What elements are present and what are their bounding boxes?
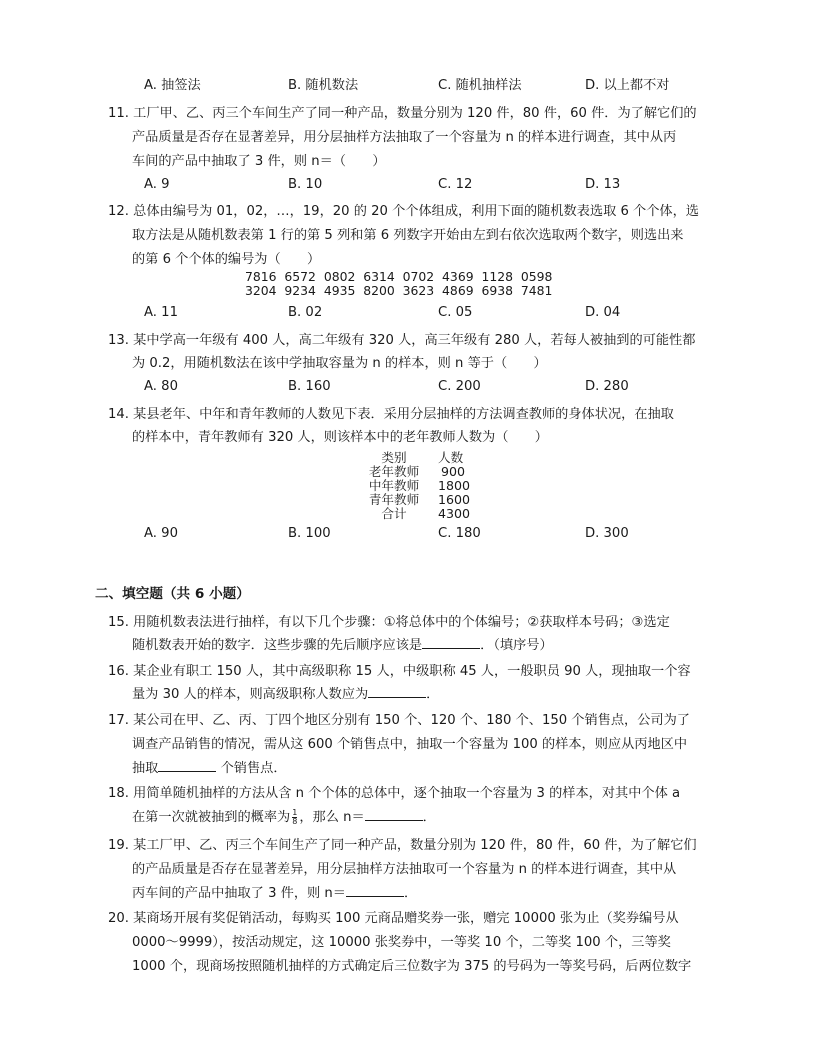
q12-line-3: 的第 6 个个体的编号为（ ） — [132, 252, 321, 267]
q11-line-2: 产品质量是否存在显著差异，用分层抽样方法抽取了一个容量为 n 的样本进行调查，其中从丙 — [132, 130, 677, 145]
q19-line-3: 丙车间的产品中抽取了 3 件，则 n＝ ． — [132, 882, 417, 906]
table-cell-count: 4300 — [438, 506, 471, 521]
q14-line-2: 的样本中，青年教师有 320 人，则该样本中的老年教师人数为（ ） — [132, 430, 548, 445]
q15-line-2: 随机数表开始的数字．这些步骤的先后顺序应该是 ．（填序号） — [132, 634, 553, 658]
q10-option-b: B. 随机数法 — [288, 78, 359, 93]
q17-line-1: 17. 某公司在甲、乙、丙、丁四个地区分别有 150 个、120 个、180 个、150 个销售点，公司为了 — [108, 713, 690, 728]
q11-option-d: D. 13 — [585, 177, 621, 192]
q19-line-2: 的产品质量是否存在显著差异，用分层抽样方法抽取可一个容量为 n 的样本进行调查，其中从 — [132, 862, 677, 877]
q14-options — [0, 523, 816, 545]
table-cell-category: 中年教师 — [368, 478, 420, 493]
table-cell-category: 老年教师 — [368, 464, 420, 479]
answer-blank[interactable] — [422, 634, 480, 649]
table-header-count: 人数 — [438, 450, 464, 465]
q11-options — [0, 174, 816, 196]
q10-option-a: A. 抽签法 — [144, 78, 201, 93]
q12-options — [0, 302, 816, 324]
q13-option-d: D. 280 — [585, 379, 629, 394]
answer-blank[interactable] — [158, 757, 216, 772]
table-header-category: 类别 — [381, 450, 407, 465]
random-number-table-row-2: 3204 9234 4935 8200 3623 4869 6938 7481 — [245, 283, 553, 298]
q14-line-1: 14. 某县老年、中年和青年教师的人数见下表．采用分层抽样的方法调查教师的身体状况，在抽取 — [108, 407, 674, 422]
answer-blank[interactable] — [368, 683, 426, 698]
q12-line-2: 取方法是从随机数表第 1 行的第 5 列和第 6 列数字开始由左到右依次选取两个数字，则选出来 — [132, 228, 684, 243]
table-cell-count: 900 — [441, 464, 466, 479]
q18-line-1: 18. 用简单随机抽样的方法从含 n 个个体的总体中，逐个抽取一个容量为 3 的样本，对其中个体 a — [108, 786, 681, 801]
q14-option-c: C. 180 — [438, 526, 481, 541]
q11-option-a: A. 9 — [144, 177, 170, 192]
table-cell-category: 合计 — [381, 506, 407, 521]
q16-line-2: 量为 30 人的样本，则高级职称人数应为 ． — [132, 683, 439, 707]
q16-line-1: 16. 某企业有职工 150 人，其中高级职称 15 人，中级职称 45 人，一般职员 90 人，现抽取一个容 — [108, 664, 691, 679]
q15-line-1: 15. 用随机数表法进行抽样，有以下几个步骤：①将总体中的个体编号；②获取样本号码；③选定 — [108, 615, 670, 630]
table-cell-category: 青年教师 — [368, 492, 420, 507]
q11-option-b: B. 10 — [288, 177, 323, 192]
q18-line-2: 在第一次就被抽到的概率为 $\frac{1}{8}$ ，那么 n＝ ． — [132, 807, 436, 826]
q13-option-a: A. 80 — [144, 379, 178, 394]
q13-option-b: B. 160 — [288, 379, 331, 394]
q13-option-c: C. 200 — [438, 379, 481, 394]
q12-option-c: C. 05 — [438, 305, 473, 320]
q13-options — [0, 376, 816, 398]
q11-line-3: 车间的产品中抽取了 3 件，则 n＝（ ） — [132, 154, 386, 169]
q20-line-2: 0000～9999），按活动规定，这 10000 张奖券中，一等奖 10 个，二等奖 100 个，三等奖 — [132, 935, 671, 950]
teacher-count-table — [0, 451, 816, 521]
q12-line-1: 12. 总体由编号为 01，02，…，19，20 的 20 个个体组成，利用下面的随机数表选取 6 个个体，选 — [108, 204, 699, 219]
q17-line-2: 调查产品销售的情况，需从这 600 个销售点中，抽取一个容量为 100 的样本，则应从丙地区中 — [132, 737, 688, 752]
q17-line-3: 抽取 个销售点． — [132, 757, 287, 781]
q14-option-d: D. 300 — [585, 526, 629, 541]
random-number-table-row-1: 7816 6572 0802 6314 0702 4369 1128 0598 — [245, 269, 553, 284]
q11-line-1: 11. 工厂甲、乙、丙三个车间生产了同一种产品，数量分别为 120 件，80 件，60 件．为了解它们的 — [108, 106, 697, 121]
q12-option-b: B. 02 — [288, 305, 323, 320]
q12-option-d: D. 04 — [585, 305, 621, 320]
q11-option-c: C. 12 — [438, 177, 473, 192]
q19-line-1: 19. 某工厂甲、乙、丙三个车间生产了同一种产品，数量分别为 120 件，80 件，60 件，为了解它们 — [108, 838, 697, 853]
q20-line-3: 1000 个，现商场按照随机抽样的方式确定后三位数字为 375 的号码为一等奖号码，后两位数字 — [132, 959, 692, 974]
q10-option-d: D. 以上都不对 — [585, 78, 670, 93]
fraction-one-eighth: $\frac{1}{8}$ — [292, 807, 298, 826]
answer-blank[interactable] — [346, 882, 404, 897]
table-cell-count: 1800 — [438, 478, 471, 493]
q13-line-2: 为 0.2，用随机数法在该中学抽取容量为 n 的样本，则 n 等于（ ） — [132, 356, 547, 371]
q13-line-1: 13. 某中学高一年级有 400 人，高二年级有 320 人，高三年级有 280 人，若每人被抽到的可能性都 — [108, 333, 696, 348]
q12-option-a: A. 11 — [144, 305, 178, 320]
q14-option-b: B. 100 — [288, 526, 331, 541]
section-title-fill-in: 二、填空题（共 6 小题） — [95, 586, 250, 602]
answer-blank[interactable] — [365, 806, 423, 821]
table-cell-count: 1600 — [438, 492, 471, 507]
q14-option-a: A. 90 — [144, 526, 178, 541]
q10-option-c: C. 随机抽样法 — [438, 78, 522, 93]
q20-line-1: 20. 某商场开展有奖促销活动，每购买 100 元商品赠奖券一张，赠完 10000 张为止（奖券编号从 — [108, 911, 679, 926]
q10-options — [0, 75, 816, 97]
